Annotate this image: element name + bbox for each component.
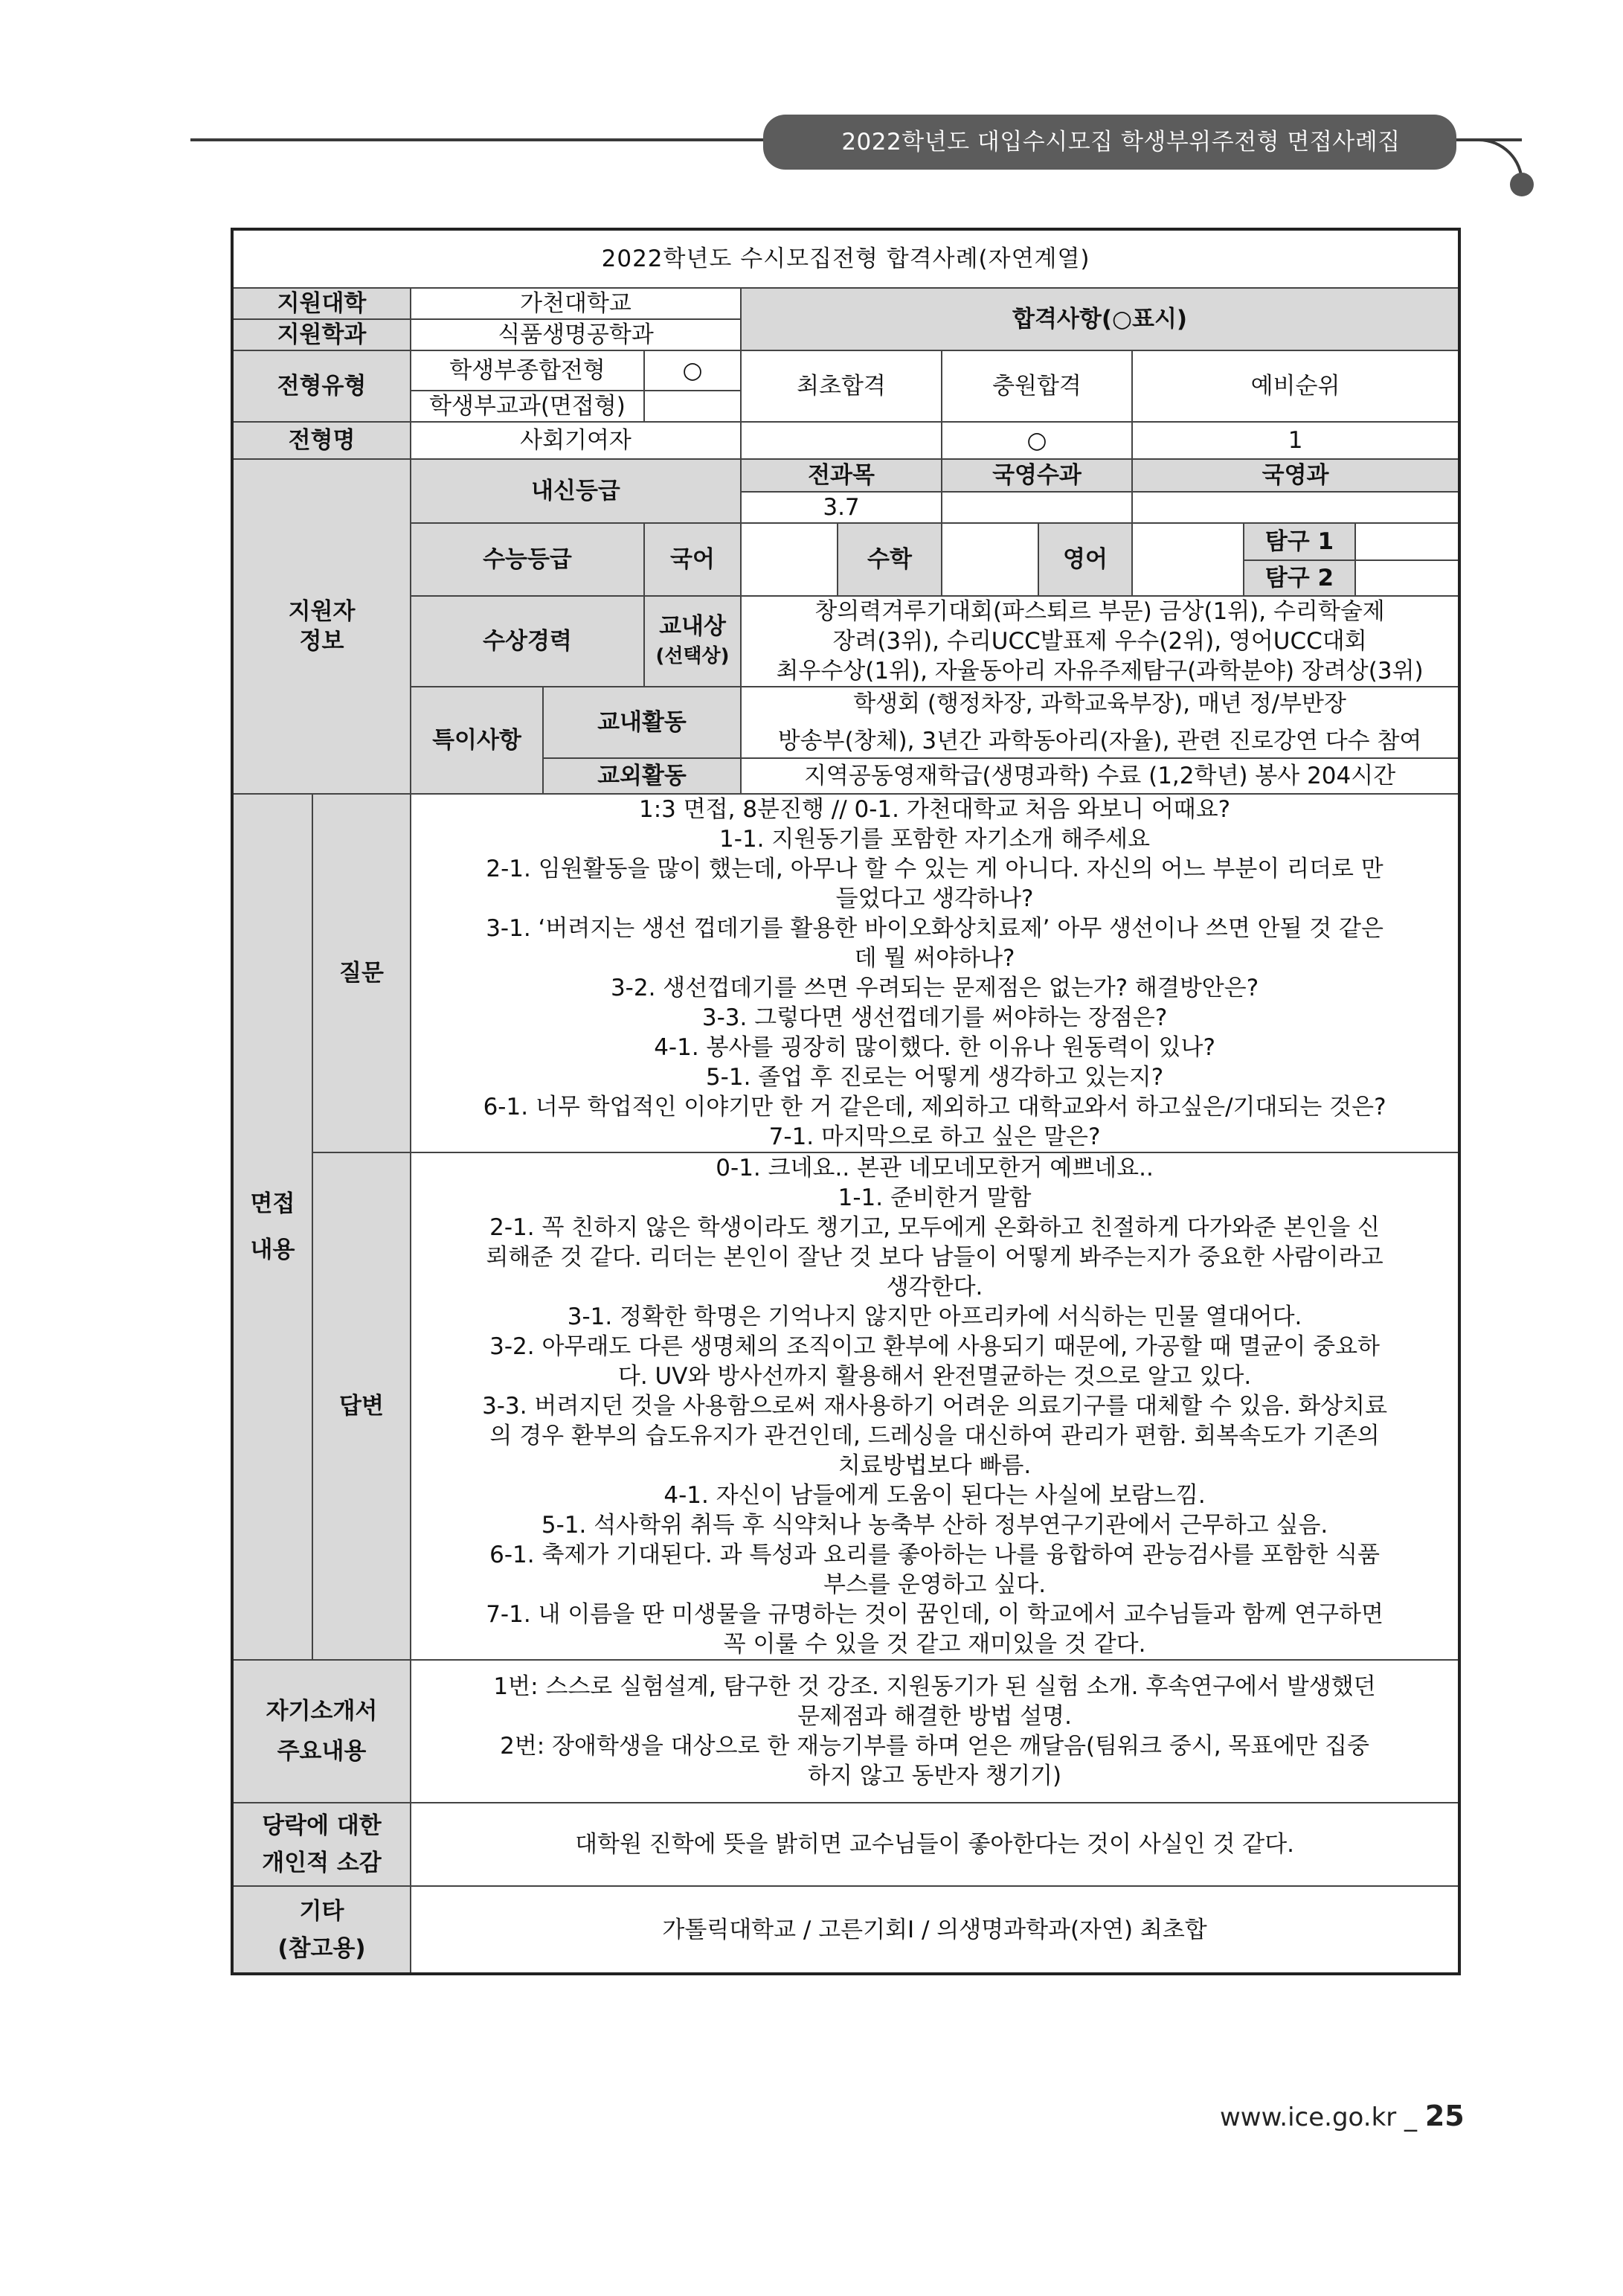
interview-label: 면접 내용	[232, 794, 312, 1660]
name-label: 전형명	[232, 422, 411, 459]
page-footer	[1220, 2100, 1465, 2132]
gpa-all-value: 3.7	[741, 492, 942, 523]
type-label: 전형유형	[232, 350, 411, 422]
award-list: 창의력겨루기대회(파스퇴르 부문) 금상(1위), 수리학술제 장려(3위), 수리UCC발표제 우수(2위), 영어UCC대회 최우수상(1위), 자율동아리 자유주제탐구(과학분야) 장려상(3위)	[741, 596, 1459, 687]
special-label: 특이사항	[411, 687, 543, 794]
wait-rank-value: 1	[1132, 422, 1459, 459]
wait-rank-label: 예비순위	[1132, 350, 1459, 422]
question-label: 질문	[312, 794, 411, 1152]
answer-list: 0-1. 크네요.. 본관 네모네모한거 예쁘네요.. 1-1. 준비한거 말함 2-1. 꼭 친하지 않은 학생이라도 챙기고, 모두에게 온화하고 친절하게 다가와준 본인을 신 뢰해준 것 같다. 리더는 본인이 잘난 것 보다 남들이 어떻게 봐주는지가 중요한 사람이라고 생각한다. 3-1. 정확한 학명은 기억나지 않지만 아프리카에 서식하는 민물 열대어다. 3-2. 아무래도 다른 생명체의 조직이고 환부에 사용되기 때문에, 가공할 때 멸균이 중요하 다. UV와 방사선까지 활용해서 완전멸균하는 것으로 알고 있다. 3-3. 버려지던 것을 사용함으로써 재사용하기 어려운 의료기구를 대체할 수 있음. 화상치료 의 경우 환부의 습도유지가 관건인데, 드레싱을 대신하여 관리가 편함. 회복속도가 기존의 치료방법보다 빠름. 4-1. 자신이 남들에게 도움이 된다는 사실에 보람느낌. 5-1. 석사학위 취득 후 식약처나 농축부 산하 정부연구기관에서 근무하고 싶음. 6-1. 축제가 기대된다. 과 특성과 요리를 좋아하는 나를 융합하여 관능검사를 포함한 식품 부스를 운영하고 싶다. 7-1. 내 이름을 딴 미생물을 규명하는 것이 꿈인데, 이 학교에서 교수님들과 함께 연구하면 꼭 이룰 수 있을 것 같고 재미있을 것 같다.	[411, 1152, 1459, 1660]
csat-math-value	[942, 523, 1038, 596]
type1-value: 학생부종합전형	[411, 350, 644, 391]
type1-mark: ○	[644, 350, 741, 391]
gpa-ke-label: 국영과	[1132, 459, 1459, 492]
univ-value: 가천대학교	[411, 288, 741, 319]
gpa-label: 내신등급	[411, 459, 741, 523]
applicant-info-label: 지원자 정보	[232, 459, 411, 794]
answer-label: 답변	[312, 1152, 411, 1660]
inquiry1-value	[1355, 523, 1459, 560]
first-pass-mark	[741, 422, 942, 459]
name-value: 사회기여자	[411, 422, 741, 459]
header-dot	[1510, 173, 1534, 196]
dept-label: 지원학과	[232, 319, 411, 350]
page-number: 25	[1424, 2100, 1465, 2132]
csat-label: 수능등급	[411, 523, 644, 596]
type2-value: 학생부교과(면접형)	[411, 391, 644, 422]
type2-mark	[644, 391, 741, 422]
impression-content: 대학원 진학에 뜻을 밝히면 교수님들이 좋아한다는 것이 사실인 것 같다.	[411, 1803, 1459, 1886]
gpa-kem-value	[942, 492, 1132, 523]
out-school-activity-label: 교외활동	[543, 758, 741, 794]
gpa-ke-value	[1132, 492, 1459, 523]
document-title: 2022학년도 수시모집전형 합격사례(자연계열)	[232, 229, 1459, 288]
question-list: 1:3 면접, 8분진행 // 0-1. 가천대학교 처음 와보니 어때요? 1-1. 지원동기를 포함한 자기소개 해주세요 2-1. 임원활동을 많이 했는데, 아무나 할 수 있는 게 아니다. 자신의 어느 부분이 리더로 만 들었다고 생각하나? 3-1. ‘버려지는 생선 껍데기를 활용한 바이오화상치료제’ 아무 생선이나 쓰면 안될 것 같은 데 뭘 써야하나? 3-2. 생선껍데기를 쓰면 우려되는 문제점은 없는가? 해결방안은? 3-3. 그렇다면 생선껍데기를 써야하는 장점은? 4-1. 봉사를 굉장히 많이했다. 한 이유나 원동력이 있나? 5-1. 졸업 후 진로는 어떻게 생각하고 있는지? 6-1. 너무 학업적인 이야기만 한 거 같은데, 제외하고 대학교와서 하고싶은/기대되는 것은? 7-1. 마지막으로 하고 싶은 말은?	[411, 794, 1459, 1152]
intro-label: 자기소개서 주요내용	[232, 1660, 411, 1803]
univ-label: 지원대학	[232, 288, 411, 319]
etc-label: 기타 (참고용)	[232, 1886, 411, 1974]
header-title: 2022학년도 대입수시모집 학생부위주전형 면접사례집	[785, 115, 1456, 170]
etc-content: 가톨릭대학교 / 고른기회I / 의생명과학과(자연) 최초합	[411, 1886, 1459, 1974]
gpa-kem-label: 국영수과	[942, 459, 1132, 492]
add-pass-mark: ○	[942, 422, 1132, 459]
intro-content: 1번: 스스로 실험설계, 탐구한 것 강조. 지원동기가 된 실험 소개. 후속연구에서 발생했던 문제점과 해결한 방법 설명. 2번: 장애학생을 대상으로 한 재능기부를 하며 얻은 깨달음(팀워크 중시, 목표에만 집중 하지 않고 동반자 챙기기)	[411, 1660, 1459, 1803]
in-school-activity-value: 학생회 (행정차장, 과학교육부장), 매년 정/부반장 방송부(창체), 3년간 과학동아리(자율), 관련 진로강연 다수 참여	[741, 687, 1459, 758]
inquiry2-label: 탐구 2	[1244, 560, 1355, 596]
csat-eng-value	[1132, 523, 1244, 596]
add-pass-label: 충원합격	[942, 350, 1132, 422]
result-label: 합격사항(○표시)	[741, 288, 1459, 350]
in-school-award-label: 교내상 (선택상)	[644, 596, 741, 687]
inquiry2-value	[1355, 560, 1459, 596]
site-url: www.ice.go.kr _	[1220, 2103, 1425, 2132]
csat-kor-label: 국어	[644, 523, 741, 596]
in-school-activity-label: 교내활동	[543, 687, 741, 758]
inquiry1-label: 탐구 1	[1244, 523, 1355, 560]
csat-eng-label: 영어	[1038, 523, 1132, 596]
first-pass-label: 최초합격	[741, 350, 942, 422]
award-label: 수상경력	[411, 596, 644, 687]
gpa-all-label: 전과목	[741, 459, 942, 492]
dept-value: 식품생명공학과	[411, 319, 741, 350]
out-school-activity-value: 지역공동영재학급(생명과학) 수료 (1,2학년) 봉사 204시간	[741, 758, 1459, 794]
csat-math-label: 수학	[838, 523, 942, 596]
case-table	[231, 228, 1461, 1975]
impression-label: 당락에 대한 개인적 소감	[232, 1803, 411, 1886]
csat-kor-value	[741, 523, 838, 596]
